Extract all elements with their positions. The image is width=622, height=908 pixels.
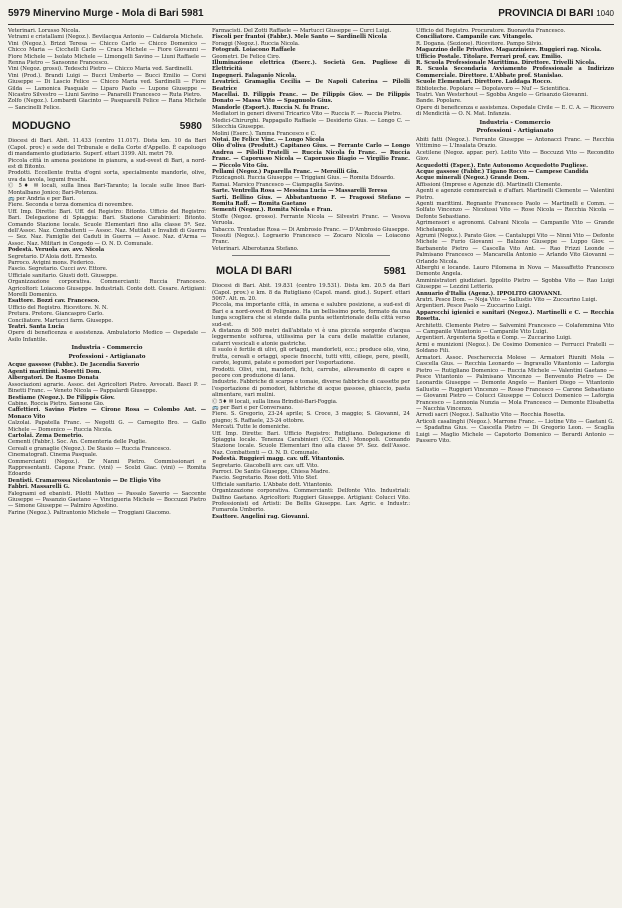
directory-entry: Alberghi e locande. Lauro Filomena in Nova — Massaffetto Francesco Demonte Angela. <box>416 265 614 278</box>
directory-entry: Fabbri. Massarelli G. <box>8 484 70 491</box>
directory-entry: Commercianti (Negoz.). Dr Nanni Pietro. Commissionari e Rappresentanti. Capone Franc. (vini) — Scelzi Giac. (vini) — Romita Edoardo <box>8 458 206 478</box>
header-page-number: 1040 <box>596 9 614 18</box>
directory-entry: Il suolo è fertile di ulivi, gli ortaggi, mandorleti, ecc.; produce olio, vino, frutta, cereali e ortaggi, specie finocchi, tutti vitti, ciliege, pere, piselli, carote, legumi, patate e pomodori per l'esportazione. <box>212 347 410 367</box>
directory-entry: Cabine. Roccia Pietro. Sansone Gio. <box>8 400 105 407</box>
directory-entry: Abiti fatti (Negoz.). Ferrante Giuseppe — Antonacci Franc. — Recchia Vittimino — L'Insalata Orazio. <box>416 136 614 150</box>
directory-entry: Ingegneri. Falaganio Nicola. <box>212 72 297 79</box>
directory-entry: Argentieri. Argenteria Spotta e Comp. — Zuccarino Luigi. <box>416 335 572 342</box>
directory-entry: Bestiame (Negoz.). De Filippis Giov. <box>8 394 115 401</box>
directory-entry: Bande. Popolare. <box>416 98 462 105</box>
directory-entry: Agenti marittimi. Moretti Dom. <box>8 368 102 375</box>
directory-entry: Agrimensori e agronomi. Calvani Nicola — Campanile Vito — Grande Michelangelo. <box>416 220 614 233</box>
directory-entry: Argentieri. Pesce Paolo — Zuccarino Luigi. <box>416 303 532 310</box>
directory-entry: Biblioteche. Popolare — Dopolavoro — Nuf — Scientifica. <box>416 85 571 92</box>
directory-entry: Piccola città in amena posizione in pianura, a sud-ovest di Bari, a nord-est di Bitonto. <box>8 157 206 170</box>
columns <box>8 28 614 890</box>
directory-entry: Pretura. Pretore. Giancaspro Carlo. <box>8 311 104 318</box>
directory-entry: Vetrami e cristallami (Negoz.). Bevilacqua Antonio — Caldarola Michele. <box>8 34 204 41</box>
directory-entry: Cementi (Fabbr.). Soc. An. Cementeria delle Puglie. <box>8 439 147 446</box>
directory-entry: Associazioni agrarie. Assoc. dei Agricoltori Pietro. Avvocati. Basci P. — Binetti Franc. — Veneto Nicola — Pappalardi Giuseppe. <box>8 381 206 395</box>
directory-entry: Fiscoli per frantoi (Fabbr.). Mele Santo — Sardinelli Nicola <box>212 34 387 41</box>
directory-entry: Annuario d'Italia (Agenz.). IPPOLITO GIOVANNI. <box>416 290 562 297</box>
directory-entry: Cereali e granaglie (Negoz.). De Stasio — Ruccia Francesco. <box>8 445 171 452</box>
directory-entry: Uff. Imp. Dirette: Bari. Uff. del Registro: Bitonto. Ufficio del Registro: Bari. Delegazione di Spiaggia: Bari. Stazione Carabinieri: Bitonto. Comando Stazione locale. Scuole Elementari fino alla classe 5ª. Sez. dell'Assoc. Naz. Combattenti — Assoc. Naz. Mutilati e Invalidi di Guerra — Sez. Naz. Famiglie dei Caduti in Guerra — Assoc. Naz. d'Arma — Assoc. Naz. Militari in Congedo — O. N. D. Comunale. <box>8 208 206 247</box>
directory-entry: Levatrici. Gramaglia Cecilia — De Napoli Caterina — Pilolli Beatrice <box>212 79 410 92</box>
directory-entry: Teatri. Van Westerhout — Sgobba Angelo — Grisanzio Giovanni. <box>416 92 588 99</box>
directory-entry: Opere di beneficenza e assistenza. Ambulatorio Medico — Ospedale — Asilo Infantile. <box>8 330 206 343</box>
directory-entry: Armi e munizioni (Negoz.). De Cosimo Domenico — Ferrucci Fratelli — Soldano Fili. <box>416 341 614 355</box>
town-name: MODUGNO <box>12 120 71 133</box>
directory-entry: Pizzicagnoli. Ruccia Giuseppe — Triggiani Gius. — Romita Edoardo. <box>212 175 395 182</box>
directory-entry: 🚌 per Bari e per Conversano. <box>212 404 293 411</box>
directory-entry: Vini (Negoz. grossi). Tedeschi Pietro — Chicco Maria ved. Sardinelli. <box>8 66 193 73</box>
directory-entry: Organizzazione corporativa. Commercianti: Delfonte Vito. Industriali: Dalfino Gaetano. Agricoltori: Ruggieri Giuseppe. Artigiani: Colucci Vito. Professionisti ed Artisti: De Bellis Giuseppe. Lav. Agric. e Industr.: Fumarola Umberto. <box>212 488 410 514</box>
directory-entry: Apparecchi igienici e sanitari (Negoz.). Martinelli e C. — Recchia Rosetta. <box>416 309 614 323</box>
directory-entry: Mediatori in generi diversi Tricarico Vito — Ruccia F. — Ruccia Pietro. <box>212 111 402 118</box>
directory-entry: Sarti. Bellino Gius. — Abbatantuono F. — Fragossi Stefano — Romita Raff. — Romita Gaetano <box>212 194 410 207</box>
town-heading <box>12 119 202 134</box>
directory-entry: Acque gassose (Fabbr.). De Jacendia Saverio <box>8 362 140 369</box>
directory-entry: Conciliatore. Campanile cav. Vitangelo. <box>416 34 533 41</box>
column-2 <box>212 28 410 890</box>
directory-entry: Cartolai. Zema Demetrio. <box>8 432 84 439</box>
directory-entry: Podestà. Ruggieri magg. cav. uff. Vitantonio. <box>212 456 345 463</box>
directory-entry: Magazzino delle Privative. Magazziniere. Ruggieri rag. Nicola. <box>416 47 602 54</box>
directory-entry: Piccola, ma importante città, in amena e salubre posizione, a sud-est di Bari e a nord-ovest di Polignano. Ha un bellissimo porto, formato da una lunga scogliera che si stende dalla punta settentrionale della città verso sud-est. <box>212 302 410 328</box>
directory-entry: Macellai. D. Filippis Franc. — De Filippis Giov. — De Filippis Donato — Massa Vito — Spagnuolo Gius. <box>212 92 410 105</box>
directory-entry: Ufficiale sanitario. Giusti dott. Giuseppe. <box>8 272 118 279</box>
directory-entry: Scuole Elementari. Direttore. Laddaga Rocco. <box>416 79 552 86</box>
directory-entry: Fascio. Segretario. Rose dott. Vito Stef. <box>212 475 318 482</box>
directory-entry: Prodotti. Olivi, vini, mandorli, fichi, carrube, allevamento di capre e pecore con produzione di lana. <box>212 366 410 379</box>
header-left: 5979 Minervino Murge - Mola di Bari 5981 <box>8 8 204 19</box>
section-heading: Industria - Commercio <box>71 345 143 352</box>
directory-entry: Albergatori. De Rasmo Donata <box>8 375 99 382</box>
header-province: PROVINCIA DI BARI <box>498 8 594 19</box>
directory-entry: Sarte. Ventrella Rosa — Messina Lucia — Massarelli Teresa <box>212 188 388 195</box>
town-heading <box>216 264 406 279</box>
column-3 <box>416 28 614 890</box>
directory-entry: Olio d'oliva (Produtt.) Capitaneo Gius. — Ferrante Carlo — Longo Andrea — Pilolli Fratelli — Ruccia Nicola fu Franc. — Ruccia Franc. — Caporusso Nicola — Caporusso Biagio — Virgilio Franc. — Piccolo Vito Giu. <box>212 143 410 169</box>
directory-entry: Sementi (Negoz.). Romita Nicola e Fran. <box>212 207 333 214</box>
directory-entry: Ufficio del Registro. Procuratore. Buonavita Francesco. <box>416 28 566 34</box>
directory-entry: Zolfo (Negoz.). Lombardi Giacinto — Pasquarelli Felice — Rana Michele — Sancinelli Felice. <box>8 98 206 111</box>
directory-entry: Podestà. Veruola cav. avv. Nicola <box>8 247 105 254</box>
town-name: MOLA DI BARI <box>216 265 292 278</box>
directory-entry: Aratri. Pesce Dom. — Noja Vito — Sallustio Vito — Zuccarino Luigi. <box>416 297 598 304</box>
directory-entry: Ufficio Postale. Titolare. Ferrari prof. cav. Emilio. <box>416 53 563 60</box>
directory-entry: Notai. De Felice Vinc. — Longo Nicola <box>212 136 325 143</box>
directory-entry: Veterinari. Lorusso Nicola. <box>8 28 81 34</box>
directory-entry: Geometri. De Felice Ciro. <box>212 53 281 60</box>
directory-entry: Segretario. Giacobelli avv. cav. uff. Vito. <box>212 462 319 469</box>
header-right <box>498 8 614 19</box>
town-code: 5980 <box>179 121 202 133</box>
directory-entry: Fotografi. Loiacono Raffaele <box>212 47 296 54</box>
directory-entry: Fiere. Seconda e terza domenica di novembre. <box>8 202 134 209</box>
directory-entry: Mandorle (Esport.). Ruccia N. fu Franc. <box>212 104 330 111</box>
directory-entry: Falegnami ed ebanisti. Pilotti Matteo — Passalo Saverio — Saccente Giuseppe — Pasanzio Gaetano — Vincigueria Michele — Boccuzzi Pietro — Simone Giuseppe — Palmiro Agostino. <box>8 490 206 510</box>
column-1 <box>8 28 206 890</box>
directory-entry: Stoffe (Negoz. grosso). Ferrante Nicola — Silvestri Franc. — Vesova Veruola. <box>212 213 410 227</box>
directory-entry: Farine (Negoz.). Paltrantonio Michele — Troggiani Giacomo. <box>8 509 171 516</box>
directory-page <box>8 8 614 892</box>
directory-entry: R. Scuola Professionale Marittima. Direttore. Trivelli Nicola. <box>416 60 597 67</box>
directory-entry: Molini (Eserc.). Tamma Francesco e C. <box>212 130 317 137</box>
directory-entry: Ⓒ 5♦ ✉ locali, sulla linea Brindisi-Bari-Foggia. <box>212 398 338 405</box>
directory-entry: Acetilene (Negoz. appar. per). Lotito Vito — Boccuzzi Vito — Recondito Giov. <box>416 149 614 163</box>
directory-entry: Organizzazione corporativa. Commercianti: Ruccia Francesco. Agricoltori: Loiacono Giuseppe. Industriali. Conte dott. Cesare. Artigiani: Morelli Domenico. <box>8 279 206 299</box>
directory-entry: Parroci. De Santis Giuseppe, Chiesa Madre. <box>212 469 330 475</box>
directory-entry: Dentisti. Cramarossa Nicolantonio — De Eligio Vito <box>8 477 161 484</box>
directory-entry: Esattore. Angelini rag. Giovanni. <box>212 513 310 520</box>
directory-entry: Amministratori giudiziari. Ippolito Pietro — Sgobba Vito — Rao Luigi Giuseppe — Lezzini Letterio. <box>416 277 614 291</box>
directory-entry: Arredi sacri (Negoz.). Sallustio Vito — Rocchia Rosetta. <box>416 412 566 419</box>
directory-entry: 🚌 per Andria e per Bari. <box>8 195 76 202</box>
directory-entry: Calzolai. Papatella Franc. — Negotti G. — Carnegito Bro. — Gallo Michele — Domenico — Ruccia Nicola. <box>8 420 206 433</box>
directory-entry: Diocesi di Bari. Abit. 11.433 (centro 11.017). Dista km. 10 da Bari (Capol. prov.) e sede del Tribunale e della Corte d'Appello. È capoluogo di mandamento giudiziario. Superf. ettari 3199. Alt. metri 79. <box>8 138 206 158</box>
directory-entry: Agenti marittimi. Regnante Francesco Paolo — Martinelli e Comm. — Solfato Vincenzo — Nicolussi Vito — Rose Nicola — Recchia Nicola — Defonte Sebastiano. <box>416 200 614 220</box>
directory-entry: Affissioni (Imprese e Agenzie di). Martinelli Clemente. <box>416 181 563 188</box>
directory-entry: Conciliatore. Martucci farm. Giuseppe. <box>8 317 114 324</box>
directory-entry: Acquedotti (Esper.). Ente Autonomo Acquedotto Pugliese. <box>416 162 588 169</box>
directory-entry: R. Dogana. (Sezione). Ricevitore. Pampo Silvio. <box>416 40 543 47</box>
directory-entry: Tabacco. Trentadue Rosa — Di Ambrosio Franc. — D'Ambrosio Giuseppe. <box>212 226 410 233</box>
directory-entry: Architetti. Clemente Pietro — Salvemini Francesco — Colafemmina Vito — Campanile Vitantonio — Campanile Vito Luigi. <box>416 322 614 336</box>
directory-entry: Farmacisti. Del Zotti Raffaele — Martucci Giuseppe — Curci Luigi. <box>212 28 392 34</box>
directory-entry: Armatori. Assoc. Peschereccia Molese — Armatori Riuniti Mola — Cascella Gius. — Recchia Leonardo — Ingravallo Vitantonio — Laforgia Pietro — Rutigliano Domenico — Ruccia Michele — Valentini Gaetano — Pesce Vitantonio — Palmisano Vincenzo — Benvenuto Pietro — De Leonardis Giuseppe — Demonte Angelo — Ranieri Diego — Vitantonio Sallustio — Ruggieri Vincenzo — Rosso Francesco — Carone Sebastiano — Giovanni Pietro — Colucci Giuseppe — Colucci Domenico — Laforgia Francesco — Lonnonia Nunzia — Mola Francesco — Demonte Elisabetta — Nacchia Vincenzo. <box>416 354 614 412</box>
directory-entry: Teatri. Santa Lucia <box>8 324 65 331</box>
directory-entry: Agenti e agenzie commerciali e d'affari. Martinelli Clemente — Valentini Pietro. <box>416 188 614 201</box>
separator <box>232 255 390 256</box>
directory-entry: Segretario. D'Aloia dott. Ernesto. <box>8 253 98 260</box>
directory-entry: Vini (Prod.). Brandi Luigi — Bucci Umberto — Bucci Emilio — Corsi Giuseppe — Di Lascio Felice — Chicco Maria ved. Sardinelli — Fiore Gilda — Lamonica Pasquale — Liparo Paolo — Lupone Giuseppe — Nicastro Silvestro — Liuni Savino — Panarelli Francesco — Ruta Pietro. <box>8 72 206 99</box>
directory-entry: Agrumi (Negoz.). Parato Giov. — Cantaluppi Vito — Ninni Vito — Defonte Michele — Furio Giovanni — Balzano Giuseppe — Luppo Giov. — Barbanente Pietro — Cascella Vito Ant. — Rao Frizzi Leonde — Palmisano Francesco — Mancarella Antonio — Arlando Vito Giovanni — Orlando Nicola. <box>416 232 614 265</box>
section-heading: Professioni - Artigianato <box>68 353 146 360</box>
directory-entry: A distanza di 500 metri dall'abitato vi è una piccola sorgente d'acqua leggermente solfurea, utilissima per la cura delle malattie cutanee, catarri vescicali e atonie gastriche. <box>212 328 410 347</box>
directory-entry: Medici-Chirurghi. Pappagallo Raffaele — Desiderio Gius. — Longo C. — Silecchia Giuseppe. <box>212 117 410 131</box>
directory-entry: Prodotti. Eccellente frutta d'ogni sorta, specialmente mandorle, olive, uva da tavola, legumi freschi. <box>8 170 206 183</box>
directory-entry: Acque minerali (Negoz.) Grande Dom. <box>416 175 530 182</box>
page-header <box>8 8 614 25</box>
directory-entry: Opere di beneficenza e assistenza. Ospedale Civile — E. C. A. — Ricovero di Mendicità — O. N. Mat. Infanzia. <box>416 104 614 118</box>
town-code: 5981 <box>383 266 406 278</box>
directory-entry: Ufficiale sanitario. L'Abbate dott. Vitantonio. <box>212 481 333 488</box>
directory-entry: Fascio. Segretario. Cucci avv. Ettore. <box>8 266 108 273</box>
directory-entry: R. Scuola Secondaria Avviamento Professionale a Indirizzo Commerciale. Direttore. L'Abbate prof. Stanislao. <box>416 66 614 79</box>
directory-entry: Caffettieri. Savino Pietro — Cirone Rosa — Colombo Ant. — Monaco Vito <box>8 407 206 420</box>
directory-entry: Acque gassose (Fabbr.) Tigano Rocco — Campese Candida <box>416 168 589 175</box>
directory-entry: Vini (Negoz.). Brizzi Teresa — Chicco Carlo — Chicco Domenico — Chicco Maria — Cicchelli Carlo — Craca Michele — Fiore Giovanni — Fiore Michele — Isolato Michele — Limongelli Savino — Liuni Raffaele — Renna Pietro — Sansonne Francesco. <box>8 40 206 67</box>
directory-entry: Tessuti (Negoz.). Lograerio Francesco — Zocaro Nicola — Loiacono Franc. <box>212 233 410 246</box>
directory-entry: Uff. Imp. Dirette: Bari. Ufficio Registro: Rutigliano. Delegazione di Spiaggia locale. Tenenza Carabinieri (CC. RR.) Monopoli. Comando Stazione locale. Scuole Elementari fino alla classe 5ª. Sez. dell'Assoc. Naz. Combattenti — O. N. D. Comunale. <box>212 430 410 456</box>
directory-entry: Illuminazione elettrica (Eserc.). Società Gen. Pugliese di Elettricità <box>212 60 410 73</box>
directory-entry: Veterinari. Alberotanza Stefano. <box>212 245 299 252</box>
directory-entry: Ⓒ 5♦ ✉ locali, sulla linea Bari-Taranto; la locale sulle linee Bari-Montalbano Jonico; Bari-Potenza. <box>8 183 206 196</box>
directory-entry: Industrie. Fabbriche di scarpe e tomaie, diverse fabbriche di cassette per l'esportazione di pomodori, fabbriche di acque gassose, ghiaccio, pasta alimentare, vari mulini. <box>212 379 410 399</box>
directory-entry: Articoli casalinghi (Negoz.). Marrone Franc. — Liotine Vito — Gaetani G. — Spadafina Gius. — Cascella Pietro — Di Gregorio Leon. — Scaglia Luigi — Maglio Michele — Capotorto Domenico — Berardi Antonio — Passero Vito. <box>416 418 614 444</box>
directory-entry: Pellami (Negoz.) Paparella Franc. — Meroilli Giu. <box>212 168 359 175</box>
section-heading: Industria - Commercio <box>479 119 551 126</box>
directory-entry: Ramai. Marsico Francesco — Ciampaglia Savino. <box>212 181 345 188</box>
directory-entry: Parroco. Avigini mons. Federico. <box>8 260 96 266</box>
section-heading: Professioni - Artigianato <box>476 128 554 135</box>
directory-entry: Esattore. Bozzi cav. Francesco. <box>8 298 100 305</box>
directory-entry: Diocesi di Bari. Abit. 19.831 (centro 19.531). Dista km. 20.5 da Bari (Capol. prov.) e km. 8 da Rutigliano (Capol. mand. giud.). Superf. ettari 5067. Alt. m. 20. <box>212 283 410 303</box>
directory-entry: Mercati. Tutte le domeniche. <box>212 424 290 431</box>
directory-entry: Fiere. S. Gregorio, 23-24 aprile; S. Croce, 3 maggio; S. Giovanni, 24 giugno; S. Raffaele, 23-24 ottobre. <box>212 411 410 424</box>
directory-entry: Foraggi (Negoz.). Ruccia Nicola. <box>212 40 300 47</box>
directory-entry: Ufficio del Registro. Ricevitore. N. N. <box>8 304 108 311</box>
directory-entry: Cinematografi. Cinema Pasquale. <box>8 452 98 459</box>
